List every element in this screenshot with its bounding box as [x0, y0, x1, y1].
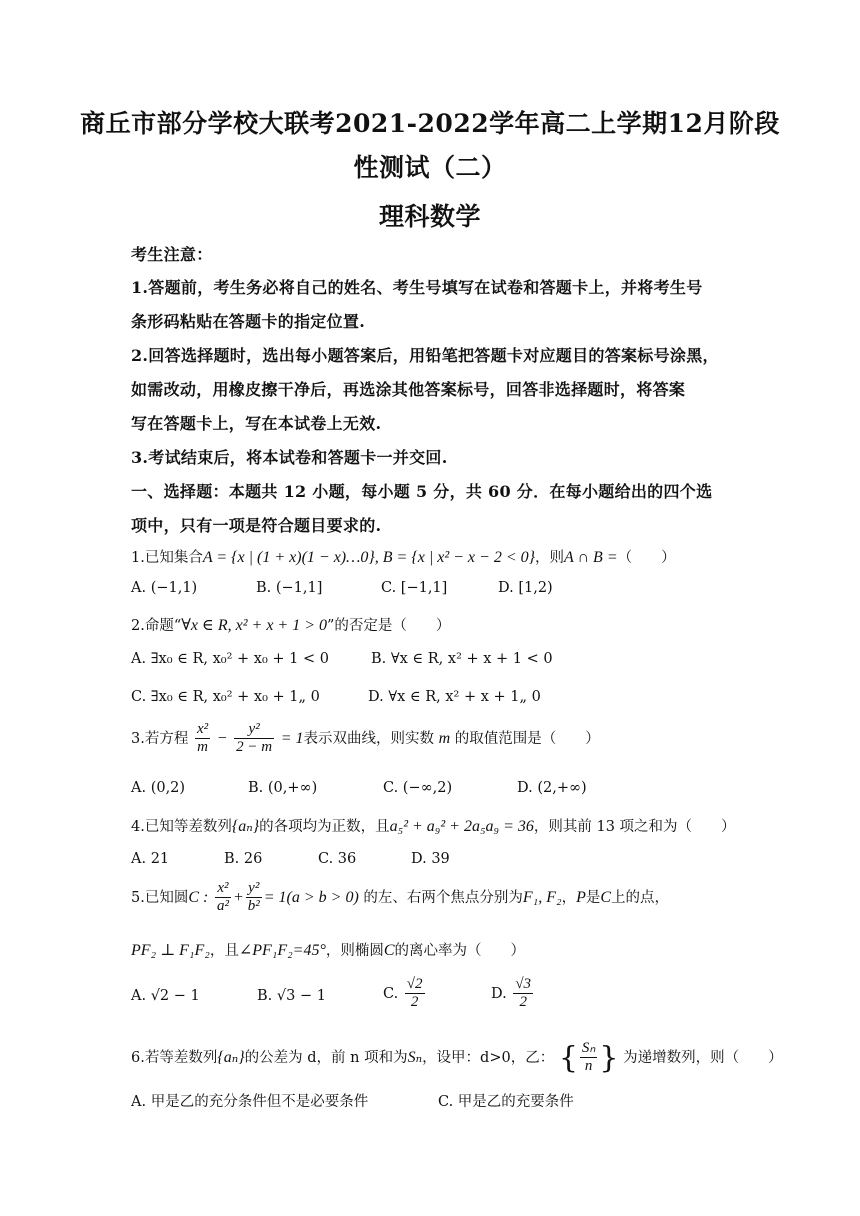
q5-fraction-x: $\frac{\text{x²}}{\text{a²}}$: [216, 880, 229, 915]
q3-option-a: A. (0,2): [131, 780, 186, 796]
exam-title-line2: 性测试（二）: [353, 153, 507, 182]
q3-option-d: D. (2,+∞): [517, 780, 587, 796]
q3-stem: 3.若方程 $\frac{\text{x²}}{m}$ − $\frac{\text{y²}}{2 - m}$ = 1表示双曲线，则实数 m 的取值范围是（ ）: [131, 721, 600, 756]
q2-option-a: A. ∃x₀ ∈ R, x₀² + x₀ + 1 < 0: [131, 651, 329, 667]
exam-subject: 理科数学: [378, 202, 481, 231]
q6-fraction: $\frac{\text{Sₙ}}{n}$: [581, 1040, 596, 1075]
q6-option-a: A. 甲是乙的充分条件但不是必要条件: [131, 1094, 369, 1110]
q5-fraction-y: $\frac{\text{y²}}{\text{b²}}$: [247, 880, 260, 915]
notice-item1-line1: 1.答题前，考生务必将自己的姓名、考生号填写在试卷和答题卡上，并将考生号: [131, 278, 703, 297]
q6-option-c: C. 甲是乙的充要条件: [438, 1094, 574, 1110]
q2-stem: 2.命题“∀x ∈ R, x² + x + 1 > 0”的否定是（ ）: [131, 617, 451, 634]
exam-title-line1: 商丘市部分学校大联考2021-2022学年高二上学期12月阶段: [80, 109, 780, 138]
q4-option-c: C. 36: [318, 851, 357, 867]
q1-option-d: D. [1,2): [498, 580, 553, 596]
q4-option-d: D. 39: [411, 851, 450, 867]
notice-item1-line2: 条形码粘贴在答题卡的指定位置.: [131, 312, 366, 331]
q1-sets: A = {x | (1 + x)(1 − x)…0}, B = {x | x² − x − 2 < 0}: [202, 549, 536, 566]
q5-option-a: A. √2 − 1: [131, 988, 200, 1004]
section1-heading-line1: 一、选择题：本题共 12 小题，每小题 5 分，共 60 分．在每小题给出的四个选: [131, 482, 713, 501]
notice-item2-line1: 2.回答选择题时，选出每小题答案后，用铅笔把答题卡对应题目的答案标号涂黑，: [131, 346, 719, 365]
notice-item2-line2: 如需改动，用橡皮擦干净后，再选涂其他答案标号，回答非选择题时，将答案: [131, 380, 686, 399]
q2-option-b: B. ∀x ∈ R, x² + x + 1 < 0: [371, 651, 553, 667]
q3-option-b: B. (0,+∞): [248, 780, 318, 796]
notice-item3: 3.考试结束后，将本试卷和答题卡一并交回.: [131, 448, 448, 467]
q1-option-c: C. [−1,1]: [381, 580, 448, 596]
q3-option-c: C. (−∞,2): [383, 780, 453, 796]
q1-option-a: A. (−1,1): [131, 580, 198, 596]
section1-heading-line2: 项中，只有一项是符合题目要求的.: [131, 516, 382, 535]
q4-option-b: B. 26: [224, 851, 263, 867]
q1-option-b: B. (−1,1]: [256, 580, 323, 596]
notice-heading: 考生注意：: [131, 245, 213, 264]
q5-option-c: C. $\frac{√2}{2}$: [383, 976, 423, 1011]
q2-option-c: C. ∃x₀ ∈ R, x₀² + x₀ + 1„ 0: [131, 689, 320, 705]
q5-stem-line2: PF₂ ⊥ F₁F₂，且∠PF₁F₂=45°，则椭圆C的离心率为（ ）: [131, 942, 526, 959]
q6-stem: 6.若等差数列{aₙ}的公差为 d，前 n 项和为Sₙ，设甲：d>0，乙： { $\frac{\text{Sₙ}}{n}$ } 为递增数列，则（ ）: [131, 1040, 783, 1076]
q3-fraction-x: $\frac{\text{x²}}{m}$: [196, 721, 209, 756]
q2-option-d: D. ∀x ∈ R, x² + x + 1„ 0: [368, 689, 541, 705]
q5-option-b: B. √3 − 1: [257, 988, 326, 1004]
notice-item2-line3: 写在答题卡上，写在本试卷上无效.: [131, 414, 382, 433]
q5-stem-line1: 5.已知圆C : $\frac{\text{x²}}{\text{a²}}$ + $\frac{\text{y²}}{\text{b²}}$ = 1(a > b > 0) 的左、右两个焦点分别为F₁, F₂，P是C上的点，: [131, 880, 670, 915]
q3-fraction-y: $\frac{\text{y²}}{2 - m}$: [236, 721, 273, 756]
q4-stem: 4.已知等差数列{aₙ}的各项均为正数，且a₅² + a₉² + 2a₅a₉ = 36，则其前 13 项之和为（ ）: [131, 818, 736, 835]
q5-option-d: D. $\frac{√3}{2}$: [491, 976, 532, 1011]
q4-option-a: A. 21: [131, 851, 170, 867]
q1-stem: 1.已知集合A = {x | (1 + x)(1 − x)…0}, B = {x | x² − x − 2 < 0}，则A ∩ B =（ ）: [131, 549, 676, 566]
